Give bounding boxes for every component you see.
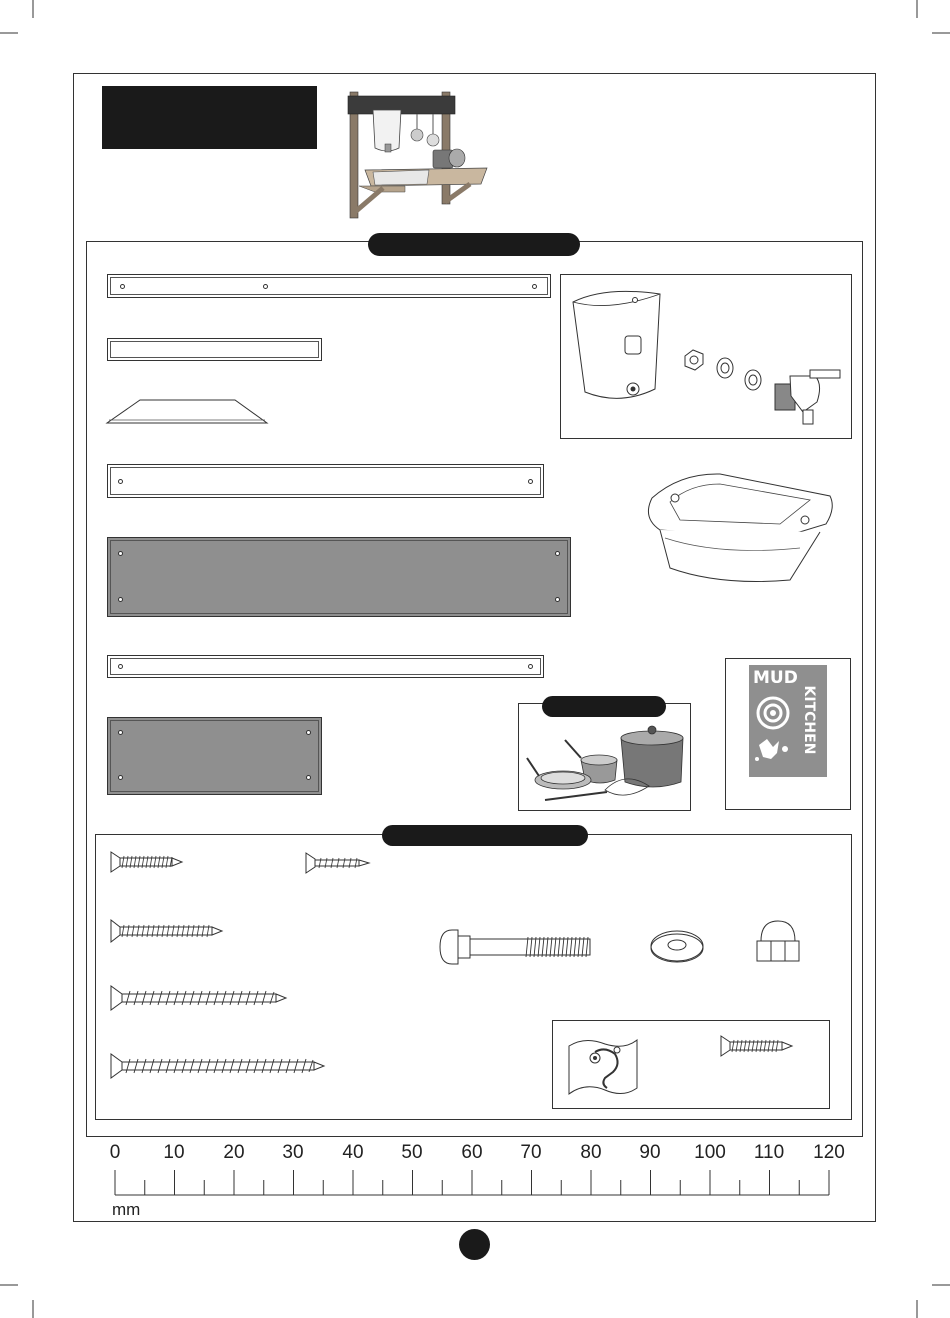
- screw-icon: [108, 984, 290, 1012]
- tap-nut-icon: [685, 350, 703, 370]
- product-illustration: [345, 90, 495, 222]
- screw-icon: [108, 850, 188, 874]
- plank-b: [107, 338, 322, 361]
- screw-icon: [303, 851, 373, 875]
- screw-icon: [108, 1052, 328, 1080]
- ruler-number: 110: [753, 1142, 785, 1163]
- ruler-scale: [110, 1170, 840, 1200]
- plank-c-angled: [105, 398, 270, 428]
- screw-icon: [718, 1034, 796, 1058]
- ruler-number: 40: [342, 1142, 364, 1163]
- utensils-heading-pill: [542, 696, 666, 717]
- plank-a: [107, 274, 551, 298]
- ruler-number: 20: [223, 1142, 245, 1163]
- dome-nut-icon: [753, 917, 803, 967]
- hardware-heading-pill: [382, 825, 588, 846]
- ruler-number: 100: [694, 1142, 726, 1163]
- pots-pans-illustration: [525, 720, 690, 808]
- page-number-dot: [459, 1229, 490, 1260]
- parts-heading-pill: [368, 233, 580, 256]
- tap-icon: [775, 370, 840, 424]
- logo-line-2: KITCHEN: [801, 685, 817, 755]
- ruler-number: 60: [461, 1142, 483, 1163]
- ruler-number: 50: [401, 1142, 423, 1163]
- ruler-unit: mm: [112, 1200, 141, 1219]
- ruler-number: 30: [282, 1142, 304, 1163]
- plank-f: [107, 655, 544, 678]
- ruler-number: 70: [520, 1142, 542, 1163]
- hook-plate-icon: [565, 1032, 640, 1102]
- ruler-number: 0: [109, 1142, 121, 1163]
- panel-e: [107, 537, 571, 617]
- ruler-number: 90: [639, 1142, 661, 1163]
- title-block: [102, 86, 317, 149]
- washer-icon: [648, 927, 706, 965]
- screw-icon: [108, 918, 226, 944]
- ruler-number: 120: [813, 1142, 845, 1163]
- water-container-illustration: [565, 284, 850, 434]
- ruler-number: 80: [580, 1142, 602, 1163]
- ruler-number: 10: [163, 1142, 185, 1163]
- panel-g: [107, 717, 322, 795]
- sink-basin-illustration: [640, 468, 840, 588]
- plank-d: [107, 464, 544, 498]
- mud-kitchen-logo: [749, 665, 827, 777]
- carriage-bolt-icon: [438, 926, 593, 968]
- logo-line-1: MUD: [753, 668, 798, 688]
